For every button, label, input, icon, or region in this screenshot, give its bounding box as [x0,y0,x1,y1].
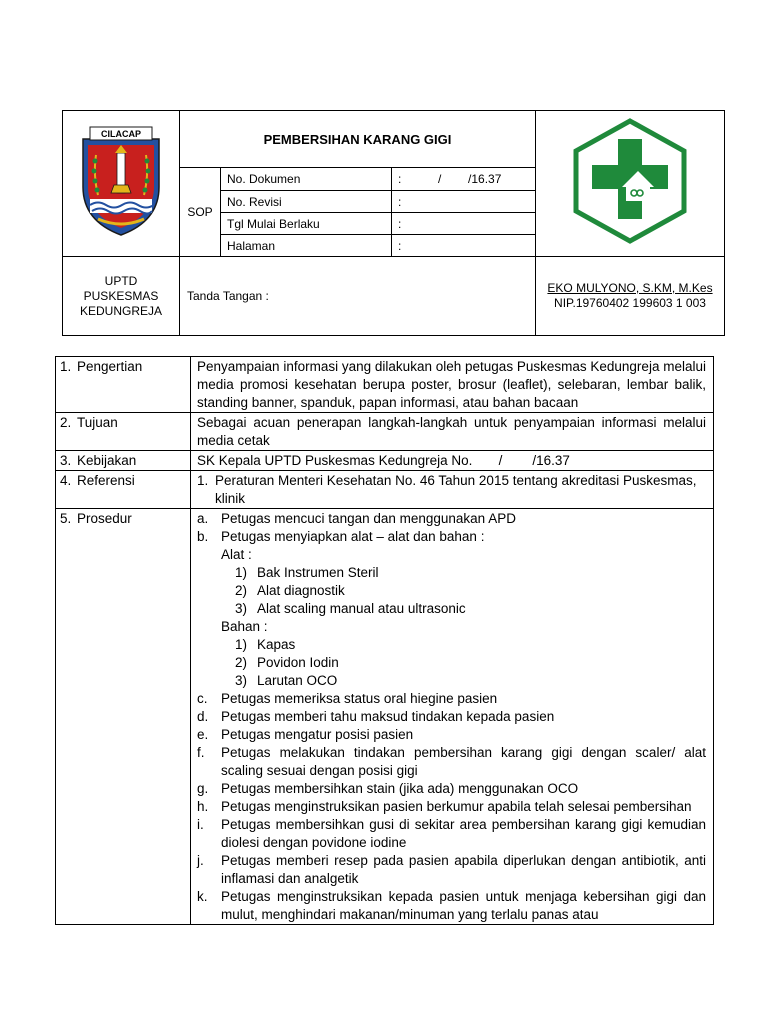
procedure-step-c: c. Petugas memeriksa status oral hiegine pasien [197,691,498,706]
field-value-no-dokumen: : / /16.37 [392,168,536,191]
signature-label-cell [180,257,536,336]
sop-content-table [55,356,714,925]
field-label-tgl-mulai: Tgl Mulai Berlaku [221,213,392,235]
row-pengertian [56,357,714,413]
section-label-tujuan: 2. Tujuan [56,413,191,451]
sop-title: PEMBERSIHAN KARANG GIGI [263,131,452,147]
field-label-no-revisi: No. Revisi [221,191,392,213]
cilacap-regency-emblem-icon [78,125,164,237]
puskesmas-logo-cell [536,111,725,257]
field-value-tgl-mulai: : [392,213,536,235]
sop-title-cell [180,111,536,168]
procedure-list [193,510,706,546]
puskesmas-logo-icon [568,117,692,245]
procedure-step-d: d. Petugas memberi tahu maksud tindakan kepada pasien [197,709,555,724]
procedure-list-continued [193,690,706,924]
procedure-step-i: i. Petugas membersihkan gusi di sekitar area pembersihan karang gigi kemudian diolesi dengan povidone iodine [197,817,706,850]
row-tujuan [56,413,714,451]
org-line-3: KEDUNGREJA [79,303,162,318]
procedure-step-j: j. Petugas memberi resep pada pasien apabila diperlukan dengan antibiotik, anti inflamasi dan analgetik [197,853,706,886]
signer-name: EKO MULYONO, S.KM, M.Kes [547,281,713,295]
procedure-step-f: f. Petugas melakukan tindakan pembersihan karang gigi dengan scaler/ alat scaling sesuai dengan posisi gigi [197,745,706,778]
org-line-2: PUSKESMAS [83,288,159,303]
field-value-halaman: : [392,235,536,257]
organization-cell [63,257,180,336]
field-label-no-dokumen: No. Dokumen [221,168,392,191]
section-label-kebijakan: 3. Kebijakan [56,451,191,471]
procedure-step-k: k. Petugas menginstruksikan kepada pasien untuk menjaga kebersihan gigi dan mulut, menghindari makanan/minuman yang terlalu panas atau [197,889,706,922]
row-prosedur [56,509,714,925]
reference-item: 1. Peraturan Menteri Kesehatan No. 46 Tahun 2015 tentang akreditasi Puskesmas, klinik [197,473,697,506]
section-text-tujuan: Sebagai acuan penerapan langkah-langkah untuk penyampaian informasi melalui media cetak [191,413,714,451]
row-referensi [56,471,714,509]
section-label-prosedur: 5. Prosedur [56,509,191,925]
field-value-no-revisi: : [392,191,536,213]
signer-nip: NIP.19760402 199603 1 003 [554,296,706,310]
procedure-step-e: e. Petugas mengatur posisi pasien [197,727,414,742]
cilacap-logo-cell [63,111,180,257]
procedure-step-g: g. Petugas membersihkan stain (jika ada) menggunakan OCO [197,781,579,796]
bahan-item: 2) Povidon Iodin [235,655,339,670]
bahan-label: Bahan : [221,619,268,634]
alat-item: 1) Bak Instrumen Steril [235,565,379,580]
procedure-step-h: h. Petugas menginstruksikan pasien berkumur apabila telah selesai pembersihan [197,799,692,814]
sop-header-table [62,110,725,336]
procedure-step-a: a. Petugas mencuci tangan dan menggunakan APD [197,511,516,526]
signer-cell [536,257,725,336]
alat-item: 3) Alat scaling manual atau ultrasonic [235,601,466,616]
alat-label: Alat : [221,547,252,562]
signature-label: Tanda Tangan : [187,289,269,303]
org-line-1: UPTD [104,273,138,288]
sop-label-cell [180,168,221,257]
section-text-prosedur [191,509,714,925]
procedure-step-b: b. Petugas menyiapkan alat – alat dan bahan : [197,529,485,544]
section-label-pengertian: 1. Pengertian [56,357,191,413]
section-text-kebijakan: SK Kepala UPTD Puskesmas Kedungreja No. / /16.37 [191,451,714,471]
section-text-referensi [191,471,714,509]
bahan-item: 3) Larutan OCO [235,673,338,688]
alat-item: 2) Alat diagnostik [235,583,345,598]
bahan-item: 1) Kapas [235,637,296,652]
sop-label: SOP [187,205,213,219]
section-text-pengertian: Penyampaian informasi yang dilakukan oleh petugas Puskesmas Kedungreja melalui media promosi kesehatan berupa poster, brosur (leaflet), selebaran, lembar balik, standing banner, spanduk, papan informasi, atau bahan bacaan [191,357,714,413]
logo-text: CILACAP [101,129,141,139]
section-label-referensi: 4. Referensi [56,471,191,509]
row-kebijakan [56,451,714,471]
field-label-halaman: Halaman [221,235,392,257]
